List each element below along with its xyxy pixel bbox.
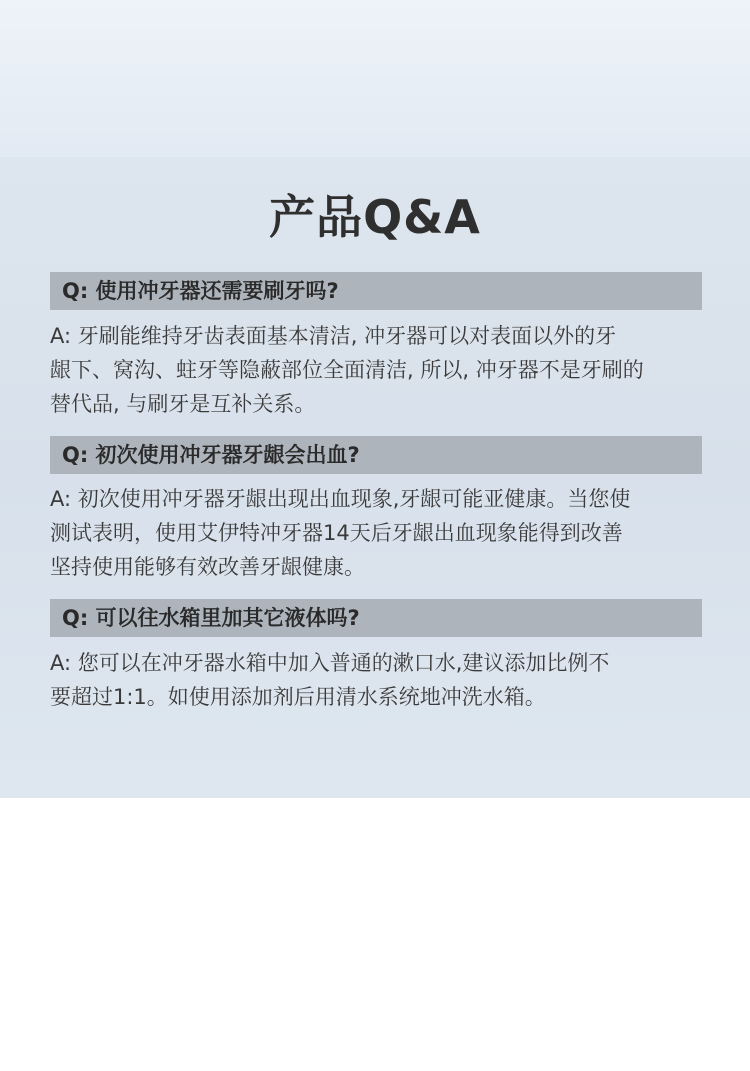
question-1: Q: 使用冲牙器还需要刷牙吗? [50,272,702,310]
question-2: Q: 初次使用冲牙器牙龈会出血? [50,436,702,474]
answer-2 [50,482,702,584]
top-background [0,0,750,157]
page-title: 产品Q&A [269,190,481,244]
answer-line: 龈下、窝沟、蛀牙等隐蔽部位全面清洁, 所以, 冲牙器不是牙刷的 [50,358,644,382]
answer-line: A: 您可以在冲牙器水箱中加入普通的漱口水,建议添加比例不 [50,651,610,675]
answer-line: A: 牙刷能维持牙齿表面基本清洁, 冲牙器可以对表面以外的牙 [50,324,617,348]
question-3: Q: 可以往水箱里加其它液体吗? [50,599,702,637]
answer-line: A: 初次使用冲牙器牙龈出现出血现象,牙龈可能亚健康。当您使 [50,487,631,511]
bottom-background [0,798,750,1071]
answer-line: 替代品, 与刷牙是互补关系。 [50,392,316,416]
answer-1 [50,319,702,421]
answer-3 [50,646,702,714]
answer-line: 测试表明，使用艾伊特冲牙器14天后牙龈出血现象能得到改善 [50,521,623,545]
answer-line: 要超过1:1。如使用添加剂后用清水系统地冲洗水箱。 [50,685,546,709]
answer-line: 坚持使用能够有效改善牙龈健康。 [50,555,365,579]
